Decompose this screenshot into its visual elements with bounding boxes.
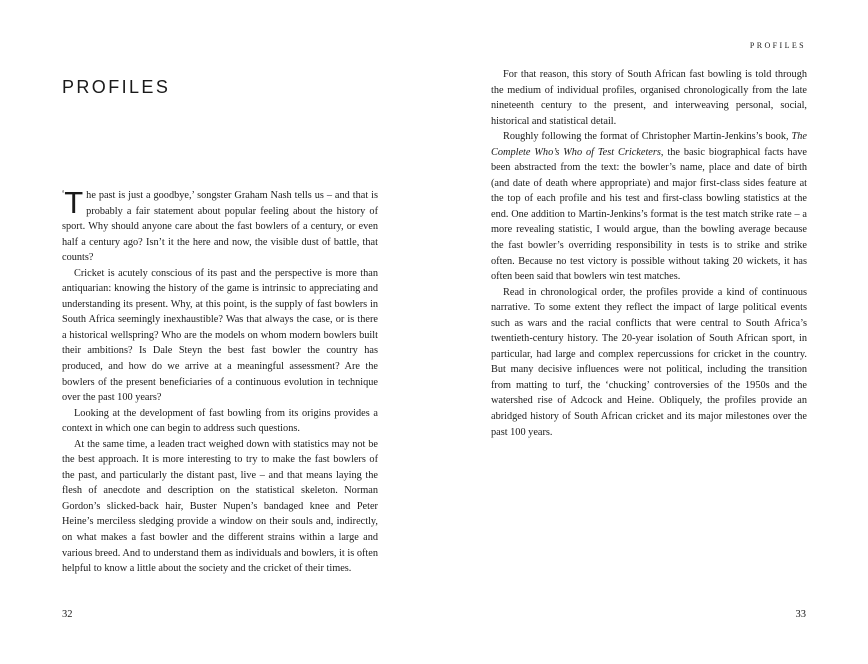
dropcap-letter: T <box>64 185 84 220</box>
paragraph: Looking at the development of fast bowling from its origins provides a context in which one can begin to address such questions. <box>62 407 378 435</box>
right-page <box>434 0 868 664</box>
running-head: PROFILES <box>749 41 806 50</box>
right-body-text <box>491 67 807 440</box>
paragraph-text-before: Roughly following the format of Christopher Martin-Jenkins’s book, <box>503 131 792 143</box>
page-number-right: 33 <box>795 609 806 620</box>
paragraph-text: he past is just a goodbye,’ songster Graham Nash tells us – and that is probably a fair statement about popular feeling about the history of sport. Why should anyone care about the fast bowlers of a century, or even half a century ago? Isn’t it the here and now, the visible dust of battle, that counts? <box>62 190 378 264</box>
chapter-title: PROFILES <box>62 77 171 97</box>
book-title: The Complete Who’s Who of Test Cricketers <box>491 131 807 158</box>
paragraph: Read in chronological order, the profiles provide a kind of continuous narrative. To some extent they reflect the impact of large political events such as wars and the racial conflicts that were central to South Africa’s twentieth-century history. The 20-year isolation of South African sport, in particular, had large and complex repercussions for cricket in the country. But many decisive influences were not political, including the transition from matting to turf, the ‘chucking’ controversies of the 1950s and the watershed rise of Adcock and Heine. Obliquely, the profiles provide an abridged history of South African cricket and its major milestones over the past 100 years. <box>491 286 807 438</box>
page-number-left: 32 <box>62 609 73 620</box>
left-body-text <box>62 185 378 577</box>
opening-quote-mark: ‘ <box>62 189 65 200</box>
paragraph: Cricket is acutely conscious of its past and the perspective is more than antiquarian: knowing the history of the game is intrinsic to appreciating and understanding its present. Why, at this point, is the supply of fast bowlers in South Africa seemingly inexhaustible? Was that always the case, or is there a historical wellspring? Who are the models on whom modern bowlers built their ambitions? Is Dale Steyn the best fast bowler the country has produced, and how do we arrive at a meaningful assessment? Are the bowlers of the present beneficiaries of a continuous evolution in technique over the past 100 years? <box>62 267 378 404</box>
paragraph: For that reason, this story of South African fast bowling is told through the medium of individual profiles, organised chronologically from the late nineteenth century to the present, and interweaving personal, social, historical and statistical detail. <box>491 69 807 127</box>
paragraph-with-book-title <box>491 129 807 284</box>
paragraph: At the same time, a leaden tract weighed down with statistics may not be the best approach. It is more interesting to try to make the fast bowlers of the past, and particularly the distant past, live – and that means laying the flesh of anecdote and description on the statistical skeleton. Norman Gordon’s slicked-back hair, Buster Nupen’s bandaged knee and Peter Heine’s merciless sledging provide a window on their souls and, indirectly, on what makes a fast bowler and the different strains within a large and various breed. And to understand them as individuals and bowlers, it is often helpful to know a little about the society and the cricket of their times. <box>62 438 378 575</box>
paragraph-opening <box>62 185 378 266</box>
paragraph-text-after: , the basic biographical facts have been abstracted from the text: the bowler’s name, place and date of birth (and date of death where appropriate) and major first-class sides feature at the top of each profile and his test and first-class bowling statistics at the end. One addition to Martin-Jenkins’s format is the test match strike rate – a more revealing statistic, I would argue, than the bowling average because the fast bowler’s overriding responsibility in tests is to strike and strike often. Because no test victory is possible without taking 20 wickets, it has often been said that bowlers win test matches. <box>491 146 807 283</box>
dropcap <box>62 185 84 220</box>
